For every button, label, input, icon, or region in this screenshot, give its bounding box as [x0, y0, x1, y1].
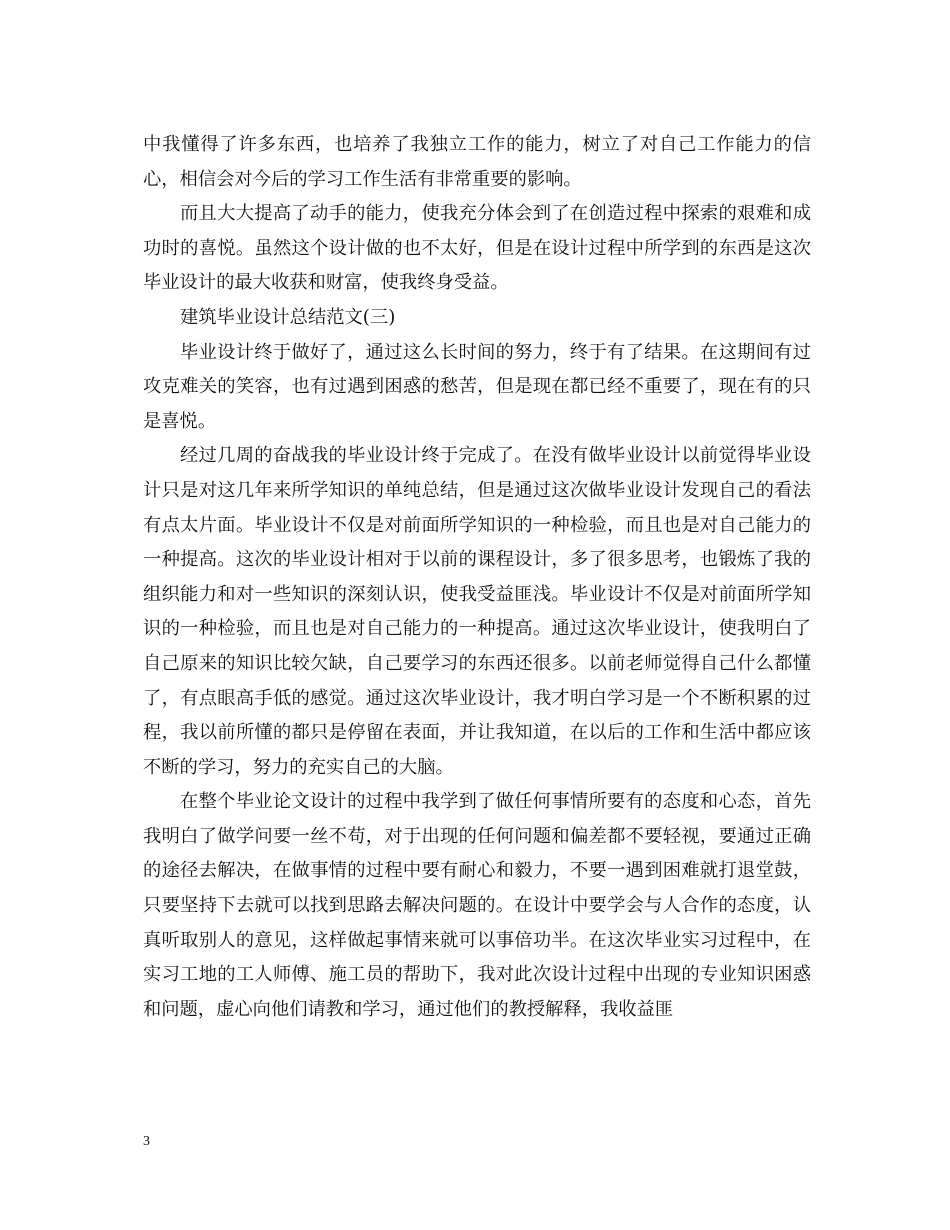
paragraph-continued: 中我懂得了许多东西，也培养了我独立工作的能力，树立了对自己工作能力的信心，相信会对今后的学习工作生活有非常重要的影响。	[143, 134, 811, 190]
paragraph: 经过几周的奋战我的毕业设计终于完成了。在没有做毕业设计以前觉得毕业设计只是对这几年来所学知识的单纯总结，但是通过这次做毕业设计发现自己的看法有点太片面。毕业设计不仅是对前面所学知识的一种检验，而且也是对自己能力的一种提高。这次的毕业设计相对于以前的课程设计，多了很多思考，也锻炼了我的组织能力和对一些知识的深刻认识，使我受益匪浅。毕业设计不仅是对前面所学知识的一种检验，而且也是对自己能力的一种提高。通过这次毕业设计，使我明白了自己原来的知识比较欠缺，自己要学习的东西还很多。以前老师觉得自己什么都懂了，有点眼高手低的感觉。通过这次毕业设计，我才明白学习是一个不断积累的过程，我以前所懂的都只是停留在表面，并让我知道，在以后的工作和生活中都应该不断的学习，努力的充实自己的大脑。	[143, 445, 811, 778]
paragraph: 在整个毕业论文设计的过程中我学到了做任何事情所要有的态度和心态，首先我明白了做学问要一丝不苟，对于出现的任何问题和偏差都不要轻视，要通过正确的途径去解决，在做事情的过程中要有耐心和毅力，不要一遇到困难就打退堂鼓，只要坚持下去就可以找到思路去解决问题的。在设计中要学会与人合作的态度，认真听取别人的意见，这样做起事情来就可以事倍功半。在这次毕业实习过程中，在实习工地的工人师傅、施工员的帮助下，我对此次设计过程中出现的专业知识困惑和问题，虚心向他们请教和学习，通过他们的教授解释，我收益匪	[143, 791, 811, 1020]
document-body	[143, 128, 811, 1027]
page-number: 3	[143, 1134, 150, 1149]
paragraph: 毕业设计终于做好了，通过这么长时间的努力，终于有了结果。在这期间有过攻克难关的笑容，也有过遇到困惑的愁苦，但是现在都已经不重要了，现在有的只是喜悦。	[143, 341, 811, 432]
section-heading: 建筑毕业设计总结范文(三)	[180, 306, 396, 328]
paragraph: 而且大大提高了动手的能力，使我充分体会到了在创造过程中探索的艰难和成功时的喜悦。虽然这个设计做的也不太好，但是在设计过程中所学到的东西是这次毕业设计的最大收获和财富，使我终身受益。	[143, 203, 811, 294]
